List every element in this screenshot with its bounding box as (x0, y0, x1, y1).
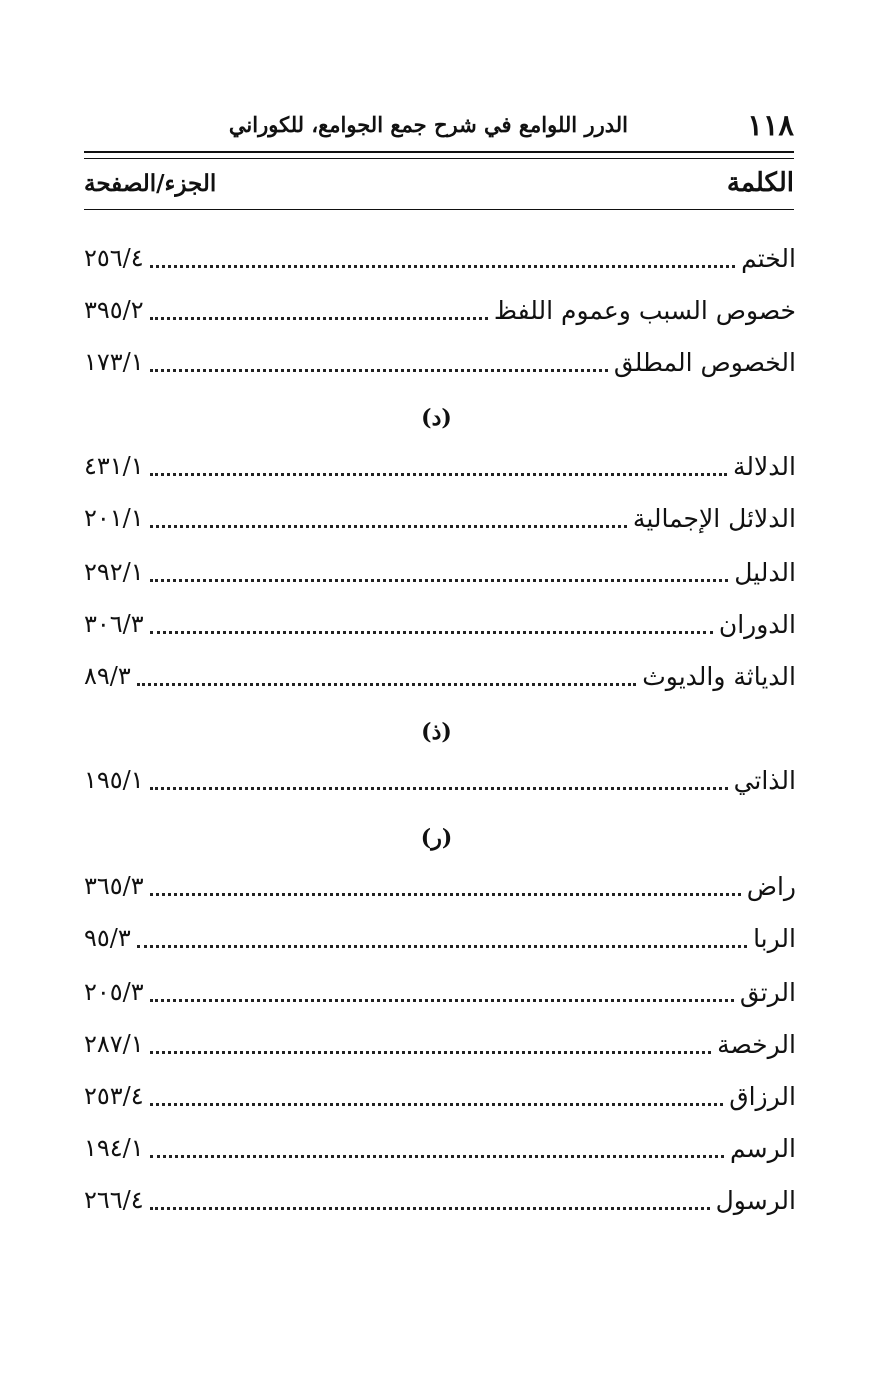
entry-term: الختم (741, 243, 796, 273)
dot-leader (150, 999, 734, 1002)
dot-leader (150, 525, 627, 528)
column-header-volume-page: الجزء/الصفحة (84, 170, 217, 197)
entry-term: الرسول (715, 1185, 796, 1215)
index-entry (84, 1180, 796, 1220)
entry-term: الرسم (730, 1133, 796, 1163)
entry-reference: ٢٨٧/١ (84, 1030, 144, 1058)
index-entry (84, 656, 796, 696)
entry-reference: ٣٩٥/٢ (84, 296, 144, 324)
entry-reference: ٣٦٥/٣ (84, 872, 144, 900)
entry-reference: ٢٥٦/٤ (84, 244, 144, 272)
entry-term: الذاتي (733, 765, 796, 795)
index-entry (84, 1128, 796, 1168)
entry-reference: ٢٩٢/١ (84, 558, 144, 586)
index-entry (84, 1024, 796, 1064)
dot-leader (137, 683, 636, 686)
index-entry (84, 446, 796, 486)
section-letter-ra: (ر) (420, 825, 453, 851)
index-entry (84, 552, 796, 592)
entry-term: الربا (753, 923, 796, 953)
dot-leader (150, 893, 741, 896)
dot-leader (150, 1103, 724, 1106)
book-title: الدرر اللوامع في شرح جمع الجوامع، للكوراني (228, 112, 628, 137)
entry-term: الدوران (718, 609, 796, 639)
index-entry (84, 498, 796, 538)
entry-term: الخصوص المطلق (613, 347, 796, 377)
index-entry (84, 918, 796, 958)
section-letter-dal: (د) (421, 405, 452, 431)
section-letter-dhal: (ذ) (421, 719, 452, 745)
dot-leader (150, 1051, 711, 1054)
entry-reference: ٤٣١/١ (84, 452, 144, 480)
entry-term: الدلائل الإجمالية (632, 503, 796, 533)
entry-term: الرتق (739, 977, 796, 1007)
index-entry (84, 238, 796, 278)
entry-reference: ١٩٥/١ (84, 766, 144, 794)
dot-leader (150, 1155, 724, 1158)
index-entry (84, 342, 796, 382)
entry-term: راض (746, 871, 796, 901)
entry-term: الدياثة والديوث (642, 661, 796, 691)
entry-reference: ٢٠١/١ (84, 504, 144, 532)
entry-reference: ١٩٤/١ (84, 1134, 144, 1162)
entry-reference: ٣٠٦/٣ (84, 610, 144, 638)
dot-leader (150, 265, 735, 268)
dot-leader (137, 945, 747, 948)
index-entry (84, 290, 796, 330)
index-entry (84, 866, 796, 906)
entry-term: الرزاق (729, 1081, 796, 1111)
dot-leader (150, 631, 713, 634)
entry-reference: ٢٥٣/٤ (84, 1082, 144, 1110)
dot-leader (150, 317, 488, 320)
index-entry (84, 1076, 796, 1116)
dot-leader (150, 1207, 710, 1210)
dot-leader (150, 369, 608, 372)
index-entry (84, 760, 796, 800)
entry-reference: ٨٩/٣ (84, 662, 131, 690)
column-header-word: الكلمة (726, 168, 794, 198)
entry-term: الدليل (734, 557, 796, 587)
entry-reference: ٢٠٥/٣ (84, 978, 144, 1006)
dot-leader (150, 787, 728, 790)
index-entry (84, 604, 796, 644)
dot-leader (150, 579, 729, 582)
dot-leader (150, 473, 727, 476)
entry-reference: ٩٥/٣ (84, 924, 131, 952)
entry-term: الرخصة (717, 1029, 796, 1059)
entry-reference: ٢٦٦/٤ (84, 1186, 144, 1214)
index-entry (84, 972, 796, 1012)
entry-term: الدلالة (733, 451, 796, 481)
entry-term: خصوص السبب وعموم اللفظ (493, 295, 796, 325)
entry-reference: ١٧٣/١ (84, 348, 144, 376)
page-number: ١١٨ (747, 108, 794, 142)
